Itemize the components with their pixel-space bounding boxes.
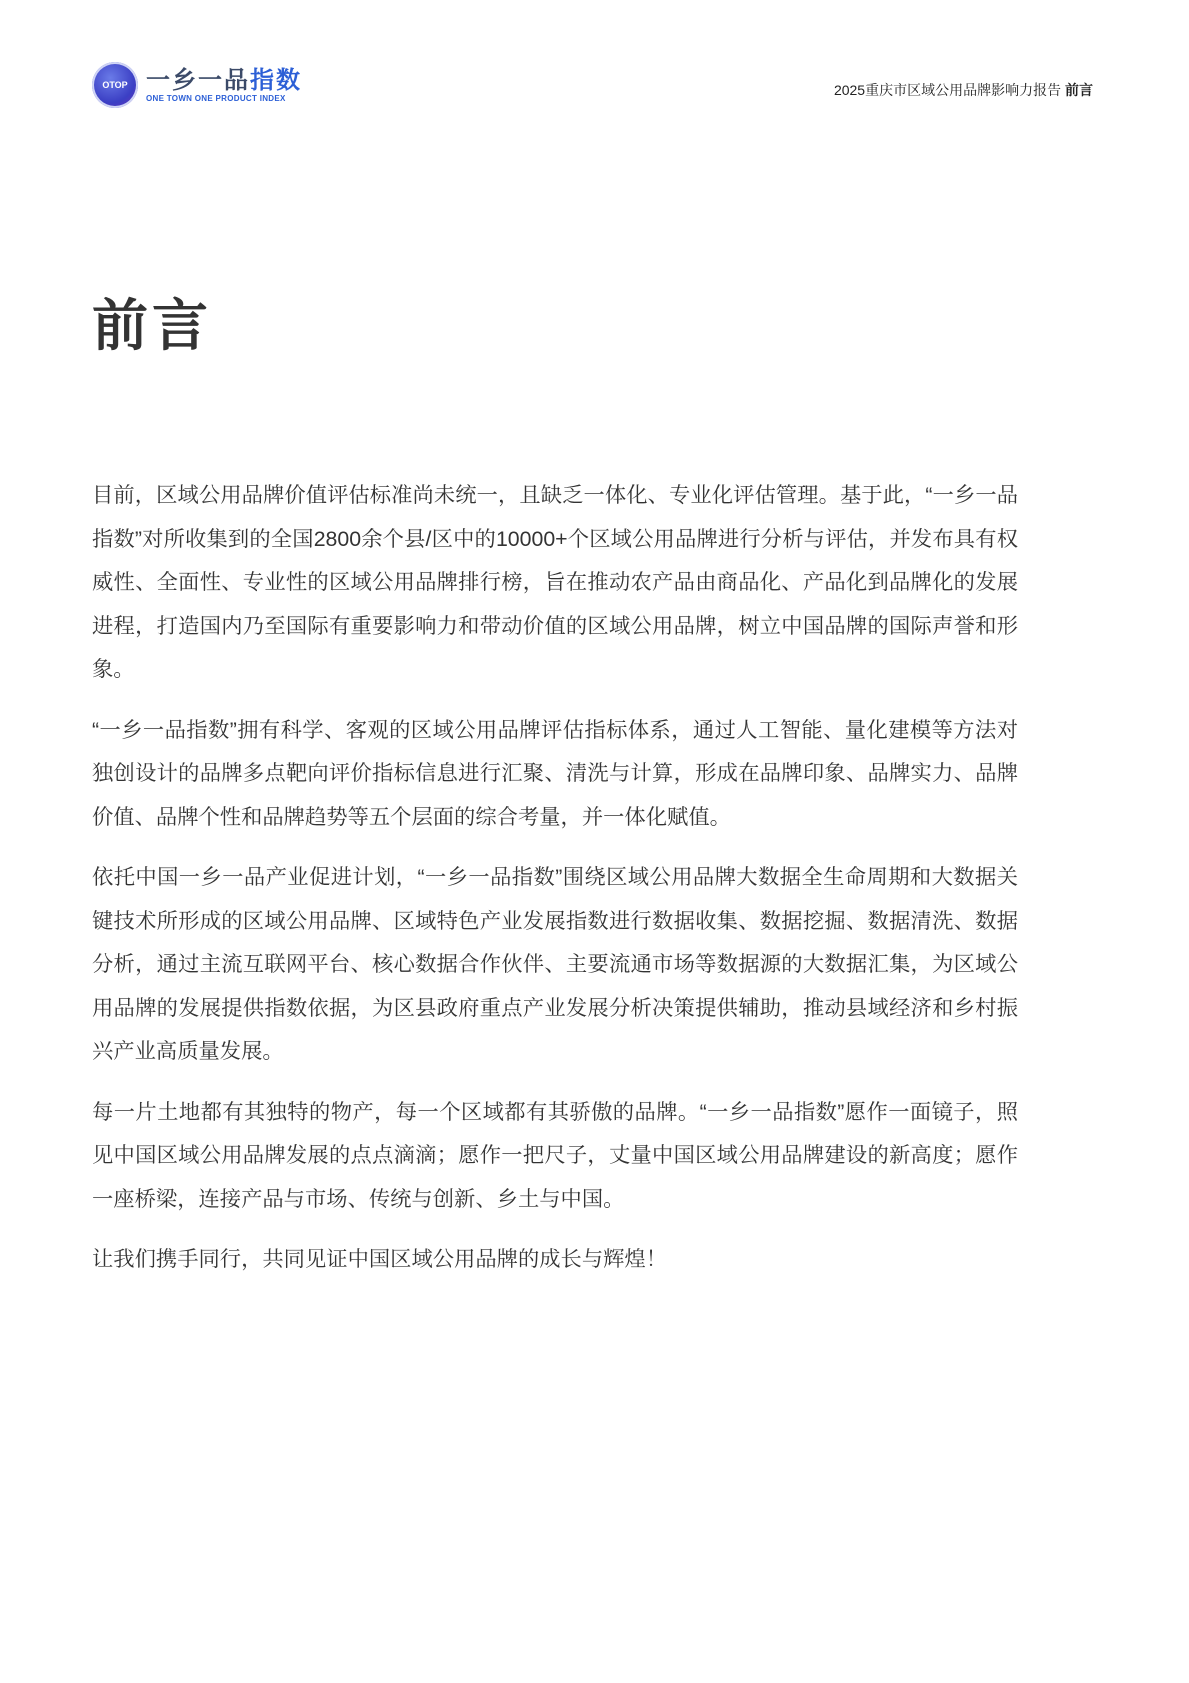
paragraph: 目前，区域公用品牌价值评估标准尚未统一，且缺乏一体化、专业化评估管理。基于此，“一乡一品指数”对所收集到的全国2800余个县/区中的10000+个区域公用品牌进行分析与评估，并发布具有权威性、全面性、专业性的区域公用品牌排行榜，旨在推动农产品由商品化、产品化到品牌化的发展进程，打造国内乃至国际有重要影响力和带动价值的区域公用品牌，树立中国品牌的国际声誉和形象。: [92, 483, 1018, 681]
logo-name-part2: 指数: [250, 66, 302, 94]
logo-name-part1: 一乡一品: [146, 66, 250, 94]
body-text: [92, 474, 1018, 1299]
paragraph: 让我们携手同行，共同见证中国区域公用品牌的成长与辉煌！: [92, 1247, 668, 1271]
otop-seal-icon: [92, 62, 138, 108]
seal-text: OTOP: [102, 80, 128, 90]
brand-logo: [92, 62, 302, 108]
report-title: 2025重庆市区域公用品牌影响力报告: [833, 82, 1062, 98]
section-name: 前言: [1065, 82, 1093, 98]
paragraph: 依托中国一乡一品产业促进计划，“一乡一品指数”围绕区域公用品牌大数据全生命周期和大数据关键技术所形成的区域公用品牌、区域特色产业发展指数进行数据收集、数据挖掘、数据清洗、数据分析，通过主流互联网平台、核心数据合作伙伴、主要流通市场等数据源的大数据汇集，为区域公用品牌的发展提供指数依据，为区县政府重点产业发展分析决策提供辅助，推动县域经济和乡村振兴产业高质量发展。: [92, 865, 1018, 1063]
running-header: [834, 80, 1093, 100]
paragraph: “一乡一品指数”拥有科学、客观的区域公用品牌评估指标体系，通过人工智能、量化建模等方法对独创设计的品牌多点靶向评价指标信息进行汇聚、清洗与计算，形成在品牌印象、品牌实力、品牌价值、品牌个性和品牌趋势等五个层面的综合考量，并一体化赋值。: [92, 717, 1018, 829]
page-title: 前言: [92, 294, 212, 357]
logo-english: ONE TOWN ONE PRODUCT INDEX: [146, 93, 286, 103]
paragraph: 每一片土地都有其独特的物产，每一个区域都有其骄傲的品牌。“一乡一品指数”愿作一面镜子，照见中国区域公用品牌发展的点点滴滴；愿作一把尺子，丈量中国区域公用品牌建设的新高度；愿作一座桥梁，连接产品与市场、传统与创新、乡土与中国。: [92, 1099, 1018, 1211]
